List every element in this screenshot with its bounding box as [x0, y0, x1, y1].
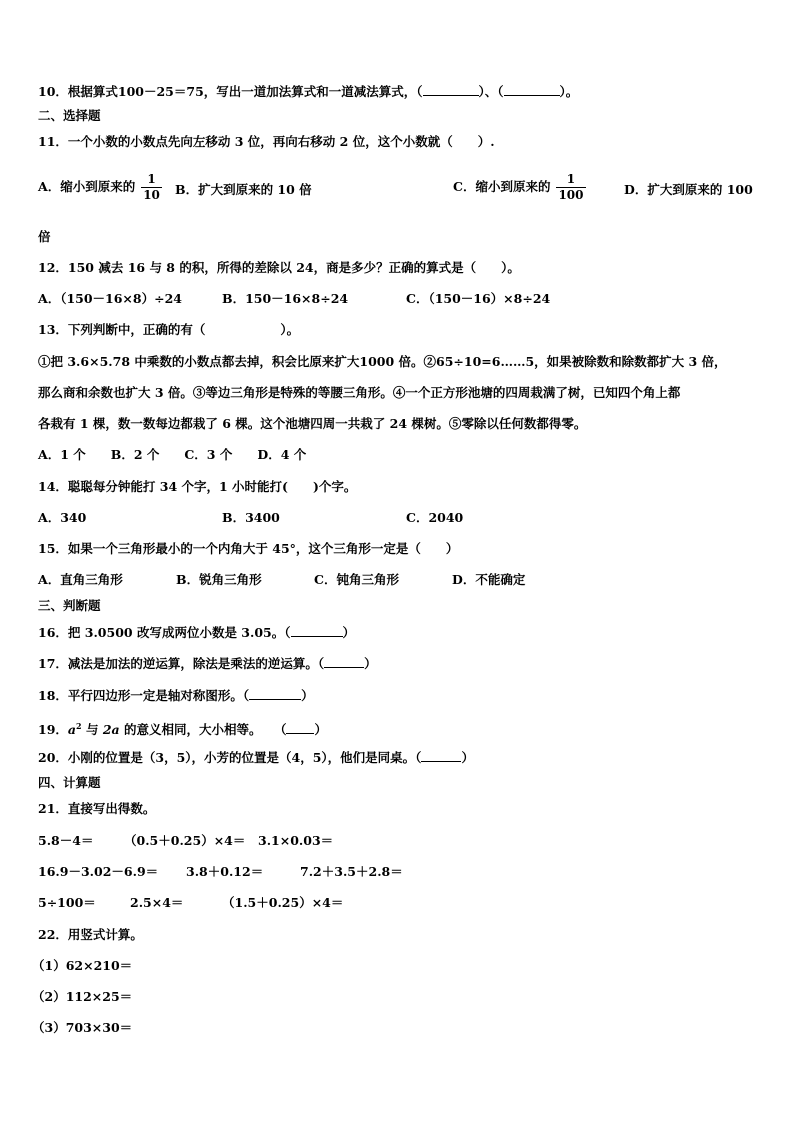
calc-item: （1.5＋0.25）×4＝: [222, 895, 344, 910]
calc-item: 2.5×4＝: [130, 895, 184, 910]
q12-option-a[interactable]: A．（150－16×8）÷24: [38, 291, 182, 306]
q13-options[interactable]: A．1 个 B．2 个 C．3 个 D．4 个: [38, 447, 307, 462]
q19-number: 19．: [38, 722, 68, 738]
fraction: [141, 172, 162, 203]
q11-option-b[interactable]: B．扩大到原来的 10 倍: [175, 182, 312, 197]
q15-option-a[interactable]: A．直角三角形: [38, 572, 123, 587]
section-2-heading: 二、选择题: [38, 108, 101, 123]
q14-option-c[interactable]: C．2040: [406, 510, 464, 525]
question-17: [38, 655, 377, 672]
q12-option-c[interactable]: C．（150－16）×8÷24: [406, 291, 551, 306]
question-10: [38, 83, 578, 100]
answer-blank[interactable]: [504, 83, 560, 96]
close-paren: ）: [342, 625, 356, 640]
variable-a: a: [67, 722, 77, 738]
vertical-calc-item: （1）62×210＝: [32, 958, 133, 973]
q15-option-d[interactable]: D．不能确定: [452, 572, 526, 587]
fraction-denominator: 10: [143, 188, 160, 202]
answer-blank[interactable]: [249, 687, 301, 700]
q13-statement-line-3: 各栽有 1 棵，数一数每边都栽了 6 棵。这个池塘四周一共栽了 24 棵树。⑤零除以任何数都得零。: [38, 416, 587, 431]
close-paren: ）: [301, 688, 314, 703]
section-4-heading: 四、计算题: [38, 775, 101, 790]
fraction-numerator: 1: [556, 172, 585, 188]
fraction-numerator: 1: [141, 172, 162, 188]
calc-item: 3.8＋0.12＝: [186, 864, 264, 879]
q19-text: 的意义相同，大小相等。 （: [119, 722, 287, 738]
question-19: [38, 718, 327, 738]
question-12-stem: 12．150 减去 16 与 8 的积，所得的差除以 24，商是多少？正确的算式是（ ）。: [38, 260, 520, 275]
q13-statement-line-2: 那么商和余数也扩大 3 倍。③等边三角形是特殊的等腰三角形。④一个正方形池塘的四周栽满了树，已知四个角上都: [38, 385, 681, 400]
close-paren: ）: [461, 750, 474, 765]
q14-option-b[interactable]: B．3400: [222, 510, 280, 525]
q18-text: 18．平行四边形一定是轴对称图形。（: [38, 688, 250, 703]
variable-2a: 2a: [102, 722, 120, 738]
calc-item: 7.2＋3.5＋2.8＝: [300, 864, 403, 879]
vertical-calc-item: （3）703×30＝: [32, 1020, 133, 1035]
answer-blank[interactable]: [286, 721, 314, 734]
q11-option-d-continued: 倍: [38, 229, 51, 244]
question-22-stem: 22．用竖式计算。: [38, 927, 143, 942]
q20-text: 20．小刚的位置是（3，5），小芳的位置是（4，5），他们是同桌。（: [38, 750, 422, 765]
answer-blank[interactable]: [291, 624, 343, 637]
question-21-stem: 21．直接写出得数。: [38, 801, 156, 816]
answer-blank[interactable]: [324, 655, 364, 668]
question-13-stem: 13．下列判断中，正确的有（ ）。: [38, 322, 300, 337]
question-18: [38, 687, 314, 704]
vertical-calc-item: （2）112×25＝: [32, 989, 133, 1004]
section-3-heading: 三、判断题: [38, 598, 101, 613]
q19-mid: 与: [81, 722, 103, 738]
calc-item: 5÷100＝: [38, 895, 96, 910]
option-c-text: C．缩小到原来的: [453, 179, 551, 194]
q14-option-a[interactable]: A．340: [38, 510, 87, 525]
q15-option-c[interactable]: C．钝角三角形: [314, 572, 399, 587]
q11-option-d[interactable]: D．扩大到原来的 100: [624, 182, 753, 197]
close-paren: ）: [314, 722, 327, 738]
answer-blank[interactable]: [423, 83, 479, 96]
question-15-stem: 15．如果一个三角形最小的一个内角大于 45°，这个三角形一定是（ ）: [38, 541, 459, 556]
close-paren: ）: [364, 656, 377, 671]
q10-mid: ）、（: [478, 84, 504, 99]
exponent: 2: [76, 721, 82, 731]
calc-item: 3.1×0.03＝: [258, 833, 334, 848]
q17-text: 17．减法是加法的逆运算，除法是乘法的逆运算。（: [38, 656, 325, 671]
q15-option-b[interactable]: B．锐角三角形: [176, 572, 262, 587]
calc-item: （0.5＋0.25）×4＝: [124, 833, 246, 848]
question-16: [38, 624, 355, 641]
q13-statement-line-1: ①把 3.6×5.78 中乘数的小数点都去掉，积会比原来扩大1000 倍。②65÷10=6……5，如果被除数和除数都扩大 3 倍，: [38, 354, 727, 369]
question-11-stem: 11．一个小数的小数点先向左移动 3 位，再向右移动 2 位，这个小数就（ ）.: [38, 134, 495, 149]
question-20: [38, 749, 474, 766]
q10-end: ）。: [559, 84, 579, 99]
calc-item: 16.9－3.02－6.9＝: [38, 864, 159, 879]
answer-blank[interactable]: [421, 749, 461, 762]
q11-option-c[interactable]: [453, 172, 592, 203]
q12-option-b[interactable]: B．150－16×8÷24: [222, 291, 349, 306]
q16-text: 16．把 3.0500 改写成两位小数是 3.05。（: [38, 625, 291, 640]
calc-item: 5.8－4＝: [38, 833, 94, 848]
question-14-stem: 14．聪聪每分钟能打 34 个字，1 小时能打( )个字。: [38, 479, 357, 494]
q10-text: 10．根据算式100－25＝75，写出一道加法算式和一道减法算式，（: [38, 84, 423, 99]
q11-option-a[interactable]: [38, 172, 168, 203]
fraction-denominator: 100: [558, 188, 584, 202]
option-a-text: A．缩小到原来的: [38, 179, 136, 194]
fraction: [556, 172, 585, 203]
